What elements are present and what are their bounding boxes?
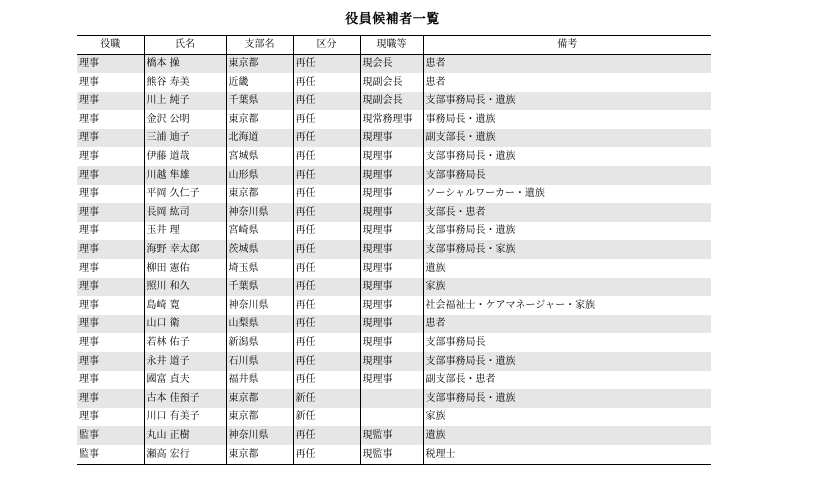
- cell-branch: 神奈川県: [226, 203, 293, 222]
- cell-current-position: 現理事: [360, 203, 423, 222]
- cell-name: 川越 隼雄: [144, 166, 226, 185]
- cell-category: 再任: [293, 203, 360, 222]
- table-row: [77, 92, 711, 111]
- cell-role: 理事: [79, 151, 99, 163]
- cell-current-position: 現理事: [360, 333, 423, 352]
- cell-category: 再任: [293, 371, 360, 390]
- cell-notes: 患者: [423, 315, 711, 334]
- cell-category: 再任: [293, 333, 360, 352]
- cell-category: 再任: [293, 129, 360, 148]
- cell-category: 再任: [293, 54, 360, 73]
- cell-role: 理事: [77, 352, 144, 371]
- cell-branch: 福井県: [226, 371, 293, 390]
- cell-current-position: 現理事: [360, 278, 423, 297]
- cell-role: 理事: [77, 129, 144, 148]
- cell-notes: 副支部長・患者: [423, 371, 711, 390]
- cell-role: 理事: [79, 374, 99, 386]
- cell-category: 再任: [293, 352, 360, 371]
- cell-branch: 茨城県: [226, 240, 293, 259]
- cell-notes: 支部事務局長: [423, 333, 711, 352]
- cell-role: 監事: [77, 426, 144, 445]
- cell-branch: 神奈川県: [226, 426, 293, 445]
- cell-category: 再任: [293, 92, 360, 111]
- table-row: [77, 259, 711, 278]
- cell-current-position: [360, 389, 423, 408]
- cell-role: 理事: [77, 92, 144, 111]
- table-row: [77, 185, 711, 204]
- cell-branch: 東京都: [226, 110, 293, 129]
- table-row: [77, 408, 711, 427]
- cell-branch: 石川県: [226, 352, 293, 371]
- cell-category: 再任: [293, 259, 360, 278]
- cell-category: 再任: [293, 110, 360, 129]
- cell-notes: 支部事務局長・遺族: [423, 352, 711, 371]
- table-row: [77, 147, 711, 166]
- cell-role: 理事: [79, 76, 99, 88]
- cell-name: 玉井 理: [144, 222, 226, 241]
- cell-category: 再任: [293, 222, 360, 241]
- cell-role: 理事: [77, 166, 144, 185]
- cell-notes: ソーシャルワーカー・遺族: [423, 185, 711, 204]
- cell-notes: 事務局長・遺族: [423, 110, 711, 129]
- cell-branch: 近畿: [226, 73, 293, 92]
- table-row: [77, 222, 711, 241]
- cell-role: 理事: [77, 389, 144, 408]
- table-row: [77, 73, 711, 92]
- cell-current-position: 現副会長: [360, 73, 423, 92]
- cell-role: 監事: [77, 445, 144, 464]
- cell-category: 再任: [293, 315, 360, 334]
- cell-name: 丸山 正樹: [144, 426, 226, 445]
- cell-name: 古本 佳預子: [144, 389, 226, 408]
- cell-name: 川上 純子: [144, 92, 226, 111]
- table-row: [77, 315, 711, 334]
- cell-current-position: 現常務理事: [360, 110, 423, 129]
- cell-name: 照川 和久: [144, 278, 226, 297]
- cell-current-position: 現理事: [360, 296, 423, 315]
- cell-current-position: 現理事: [360, 371, 423, 390]
- candidate-table: [77, 35, 711, 465]
- cell-branch: 宮城県: [226, 147, 293, 166]
- cell-name: 平岡 久仁子: [144, 185, 226, 204]
- cell-branch: 東京都: [226, 408, 293, 427]
- cell-notes: 社会福祉士・ケアマネージャー・家族: [423, 296, 711, 315]
- table-row: [77, 426, 711, 445]
- cell-branch: 千葉県: [226, 278, 293, 297]
- cell-name: 柳田 憲佑: [144, 259, 226, 278]
- cell-role: 理事: [79, 411, 99, 423]
- table-row: [77, 352, 711, 371]
- cell-name: 川口 有美子: [144, 408, 226, 427]
- cell-notes: 副支部長・遺族: [423, 129, 711, 148]
- cell-branch: 新潟県: [226, 333, 293, 352]
- cell-current-position: 現理事: [360, 185, 423, 204]
- cell-notes: 支部事務局長・遺族: [423, 147, 711, 166]
- cell-notes: 支部事務局長・遺族: [423, 389, 711, 408]
- header-category: 区分: [293, 36, 360, 55]
- cell-notes: 家族: [423, 408, 711, 427]
- table-row: [77, 296, 711, 315]
- cell-role: 理事: [77, 278, 144, 297]
- cell-notes: 支部事務局長・家族: [423, 240, 711, 259]
- table-row: [77, 371, 711, 390]
- cell-name: 山口 衛: [144, 315, 226, 334]
- cell-notes: 支部事務局長・遺族: [423, 92, 711, 111]
- table-header-row: [77, 36, 711, 55]
- cell-role: 理事: [79, 262, 99, 274]
- cell-branch: 東京都: [226, 445, 293, 464]
- cell-branch: 東京都: [226, 185, 293, 204]
- cell-branch: 北海道: [226, 129, 293, 148]
- cell-name: 若林 佑子: [144, 333, 226, 352]
- cell-current-position: 現理事: [360, 129, 423, 148]
- header-role: 役職: [77, 36, 144, 55]
- header-name: 氏名: [144, 36, 226, 55]
- header-branch: 支部名: [226, 36, 293, 55]
- cell-current-position: 現理事: [360, 315, 423, 334]
- cell-category: 再任: [293, 445, 360, 464]
- cell-branch: 東京都: [226, 54, 293, 73]
- cell-notes: 遺族: [423, 426, 711, 445]
- cell-notes: 遺族: [423, 259, 711, 278]
- cell-role: 理事: [79, 225, 99, 237]
- cell-category: 新任: [293, 389, 360, 408]
- cell-current-position: 現監事: [360, 426, 423, 445]
- cell-current-position: 現理事: [360, 222, 423, 241]
- cell-category: 再任: [293, 166, 360, 185]
- cell-current-position: 現理事: [360, 147, 423, 166]
- cell-category: 再任: [293, 278, 360, 297]
- cell-name: 長岡 紘司: [144, 203, 226, 222]
- cell-name: 橋本 操: [144, 54, 226, 73]
- cell-name: 熊谷 寿美: [144, 73, 226, 92]
- cell-role: 理事: [77, 54, 144, 73]
- cell-role: 理事: [79, 113, 99, 125]
- cell-notes: 税理士: [423, 445, 711, 464]
- cell-branch: 山形県: [226, 166, 293, 185]
- cell-category: 再任: [293, 240, 360, 259]
- cell-category: 再任: [293, 73, 360, 92]
- cell-category: 再任: [293, 296, 360, 315]
- table-row: [77, 240, 711, 259]
- cell-current-position: [360, 408, 423, 427]
- cell-branch: 東京都: [226, 389, 293, 408]
- cell-name: 海野 幸太郎: [144, 240, 226, 259]
- cell-category: 再任: [293, 426, 360, 445]
- table-row: [77, 203, 711, 222]
- cell-name: 瀬高 宏行: [144, 445, 226, 464]
- cell-notes: 家族: [423, 278, 711, 297]
- cell-role: 理事: [77, 240, 144, 259]
- cell-role: 理事: [79, 188, 99, 200]
- table-row: [77, 333, 711, 352]
- cell-category: 再任: [293, 147, 360, 166]
- cell-category: 新任: [293, 408, 360, 427]
- table-row: [77, 110, 711, 129]
- cell-branch: 山梨県: [226, 315, 293, 334]
- cell-role: 理事: [77, 315, 144, 334]
- cell-name: 伊藤 道哉: [144, 147, 226, 166]
- cell-role: 理事: [79, 299, 99, 311]
- cell-current-position: 現理事: [360, 259, 423, 278]
- table-row: [77, 278, 711, 297]
- cell-name: 島崎 寛: [144, 296, 226, 315]
- cell-category: 再任: [293, 185, 360, 204]
- table-row: [77, 445, 711, 464]
- table-row: [77, 166, 711, 185]
- cell-name: 國富 貞夫: [144, 371, 226, 390]
- cell-current-position: 現理事: [360, 240, 423, 259]
- cell-role: 理事: [79, 336, 99, 348]
- cell-name: 三浦 迪子: [144, 129, 226, 148]
- cell-branch: 宮崎県: [226, 222, 293, 241]
- table-row: [77, 389, 711, 408]
- cell-current-position: 現副会長: [360, 92, 423, 111]
- header-current-position: 現職等: [360, 36, 423, 55]
- header-notes: 備考: [423, 36, 711, 55]
- cell-current-position: 現理事: [360, 166, 423, 185]
- cell-branch: 神奈川県: [226, 296, 293, 315]
- cell-role: 理事: [77, 203, 144, 222]
- cell-notes: 支部事務局長: [423, 166, 711, 185]
- cell-notes: 患者: [423, 54, 711, 73]
- cell-branch: 千葉県: [226, 92, 293, 111]
- cell-notes: 支部事務局長・遺族: [423, 222, 711, 241]
- page-title: 役員候補者一覧: [345, 12, 440, 27]
- cell-current-position: 現理事: [360, 352, 423, 371]
- cell-notes: 患者: [423, 73, 711, 92]
- cell-current-position: 現監事: [360, 445, 423, 464]
- cell-name: 永井 道子: [144, 352, 226, 371]
- table-row: [77, 54, 711, 73]
- cell-notes: 支部長・患者: [423, 203, 711, 222]
- table-body: [77, 54, 711, 464]
- cell-name: 金沢 公明: [144, 110, 226, 129]
- table-row: [77, 129, 711, 148]
- cell-branch: 埼玉県: [226, 259, 293, 278]
- cell-current-position: 現会長: [360, 54, 423, 73]
